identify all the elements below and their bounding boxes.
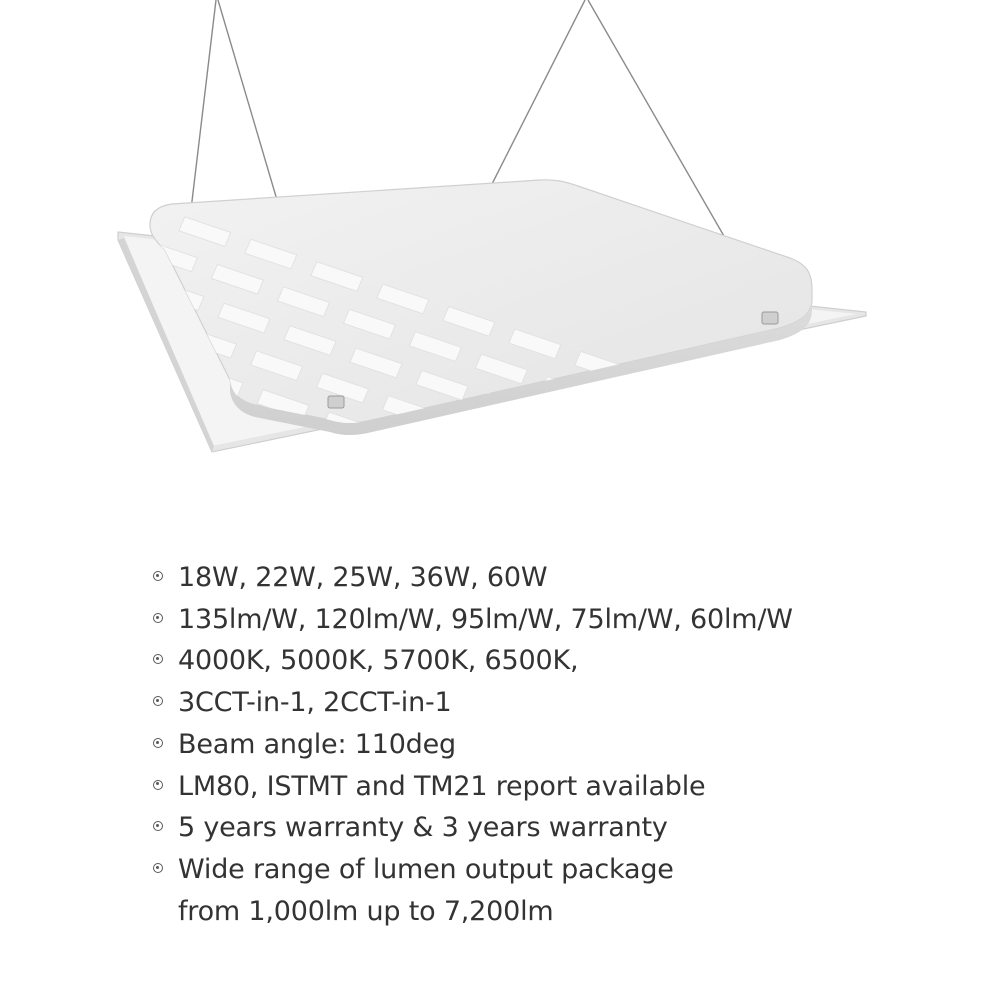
bullet-icon: [153, 780, 163, 790]
feature-text: Wide range of lumen output package: [178, 853, 674, 885]
bullet-icon: [153, 613, 163, 623]
feature-text: Beam angle: 110deg: [178, 728, 456, 760]
wire-right-1: [492, 0, 585, 184]
bullet-icon: [153, 863, 163, 873]
feature-item-efficacy: [150, 599, 970, 641]
bullet-icon: [153, 696, 163, 706]
feature-text: 4000K, 5000K, 5700K, 6500K,: [178, 645, 579, 677]
feature-item-reports: [150, 766, 970, 808]
bullet-icon: [153, 738, 163, 748]
feature-item-lumen-range: [150, 849, 970, 932]
clip-left-icon: [328, 396, 344, 408]
feature-text: LM80, ISTMT and TM21 report available: [178, 770, 706, 802]
wire-left-1: [190, 0, 216, 218]
feature-item-warranty: [150, 807, 970, 849]
feature-text: 3CCT-in-1, 2CCT-in-1: [178, 687, 452, 719]
bullet-icon: [153, 654, 163, 664]
bullet-icon: [153, 821, 163, 831]
feature-item-wattage: [150, 557, 970, 599]
feature-list: [150, 557, 970, 932]
feature-item-cct: [150, 682, 970, 724]
clip-right-icon: [762, 312, 778, 324]
feature-text: 5 years warranty & 3 years warranty: [178, 812, 668, 844]
bullet-icon: [153, 571, 163, 581]
feature-text: 135lm/W, 120lm/W, 95lm/W, 75lm/W, 60lm/W: [178, 603, 793, 635]
feature-text-continued: from 1,000lm up to 7,200lm: [178, 895, 554, 927]
feature-item-color-temperature: [150, 640, 970, 682]
feature-text: 18W, 22W, 25W, 36W, 60W: [178, 562, 548, 593]
feature-item-beam-angle: [150, 724, 970, 766]
